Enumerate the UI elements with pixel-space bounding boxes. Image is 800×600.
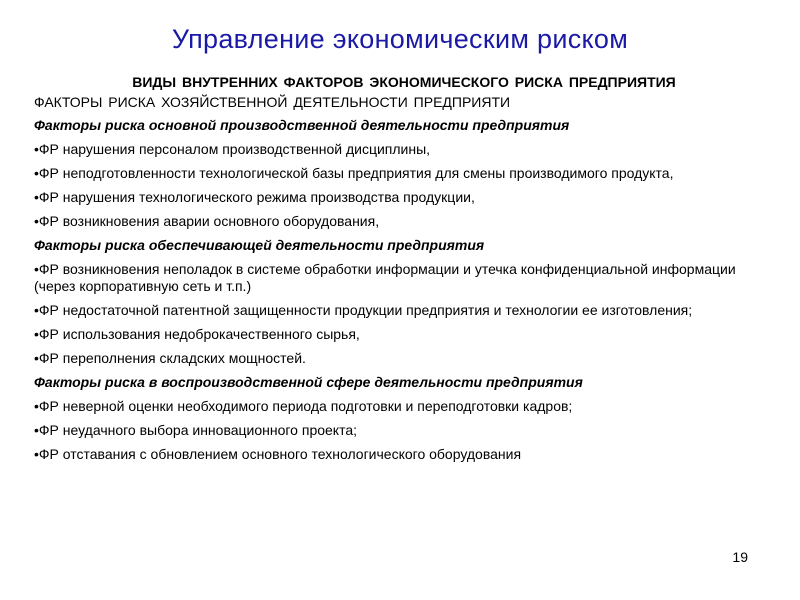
bullet-marker: •: [34, 398, 39, 414]
list-item-text: ФР нарушения технологического режима производства продукции,: [38, 189, 475, 205]
list-item-text: ФР неподготовленности технологической базы предприятия для смены производимого продукта,: [38, 165, 674, 181]
list-item: [34, 326, 774, 343]
bullet-marker: •: [34, 446, 39, 462]
bullet-marker: •: [34, 141, 39, 157]
list-item: [34, 213, 774, 230]
list-item: [34, 398, 774, 415]
list-item-text: ФР неверной оценки необходимого периода подготовки и переподготовки кадров;: [38, 398, 573, 414]
list-item: [34, 189, 774, 206]
heading: ВИДЫ ВНУТРЕННИХ ФАКТОРОВ ЭКОНОМИЧЕСКОГО РИСКА ПРЕДПРИЯТИЯ: [132, 74, 676, 90]
list-item-text: ФР нарушения персоналом производственной дисциплины,: [38, 141, 431, 157]
bullet-marker: •: [34, 326, 39, 342]
bullet-marker: •: [34, 422, 39, 438]
bullet-marker: •: [34, 165, 39, 181]
bullet-marker: •: [34, 302, 39, 318]
slide-content: [34, 72, 774, 470]
bullet-marker: •: [34, 213, 39, 229]
list-item: [34, 350, 774, 367]
list-item-text: ФР возникновения аварии основного оборудования,: [38, 213, 380, 229]
slide-title: Управление экономическим риском: [171, 24, 629, 54]
list-item: [34, 141, 774, 158]
list-item-text: ФР отставания с обновлением основного технологического оборудования: [38, 446, 522, 462]
list-item: [34, 446, 774, 463]
bullet-marker: •: [34, 189, 39, 205]
list-item-text: ФР переполнения складских мощностей.: [38, 350, 306, 366]
list-item: [34, 422, 774, 439]
list-item-text: ФР использования недоброкачественного сырья,: [38, 326, 360, 342]
section-title: Факторы риска в воспроизводственной сфере деятельности предприятия: [34, 374, 583, 390]
section-title: Факторы риска основной производственной деятельности предприятия: [34, 117, 570, 133]
section-title: Факторы риска обеспечивающей деятельности предприятия: [34, 237, 485, 253]
list-item-text: ФР возникновения неполадок в системе обработки информации и утечка конфиденциальной информации (через корпоративную сеть и т.п.): [34, 261, 736, 294]
list-item: [34, 302, 774, 319]
list-item-text: ФР недостаточной патентной защищенности продукции предприятия и технологии ее изготовления;: [38, 302, 693, 318]
bullet-marker: •: [34, 350, 39, 366]
subheading: ФАКТОРЫ РИСКА ХОЗЯЙСТВЕННОЙ ДЕЯТЕЛЬНОСТИ ПРЕДПРИЯТИ: [34, 94, 511, 110]
page-number: 19: [732, 549, 748, 565]
list-item: [34, 261, 774, 295]
bullet-marker: •: [34, 261, 39, 277]
list-item-text: ФР неудачного выбора инновационного проекта;: [38, 422, 358, 438]
list-item: [34, 165, 774, 182]
